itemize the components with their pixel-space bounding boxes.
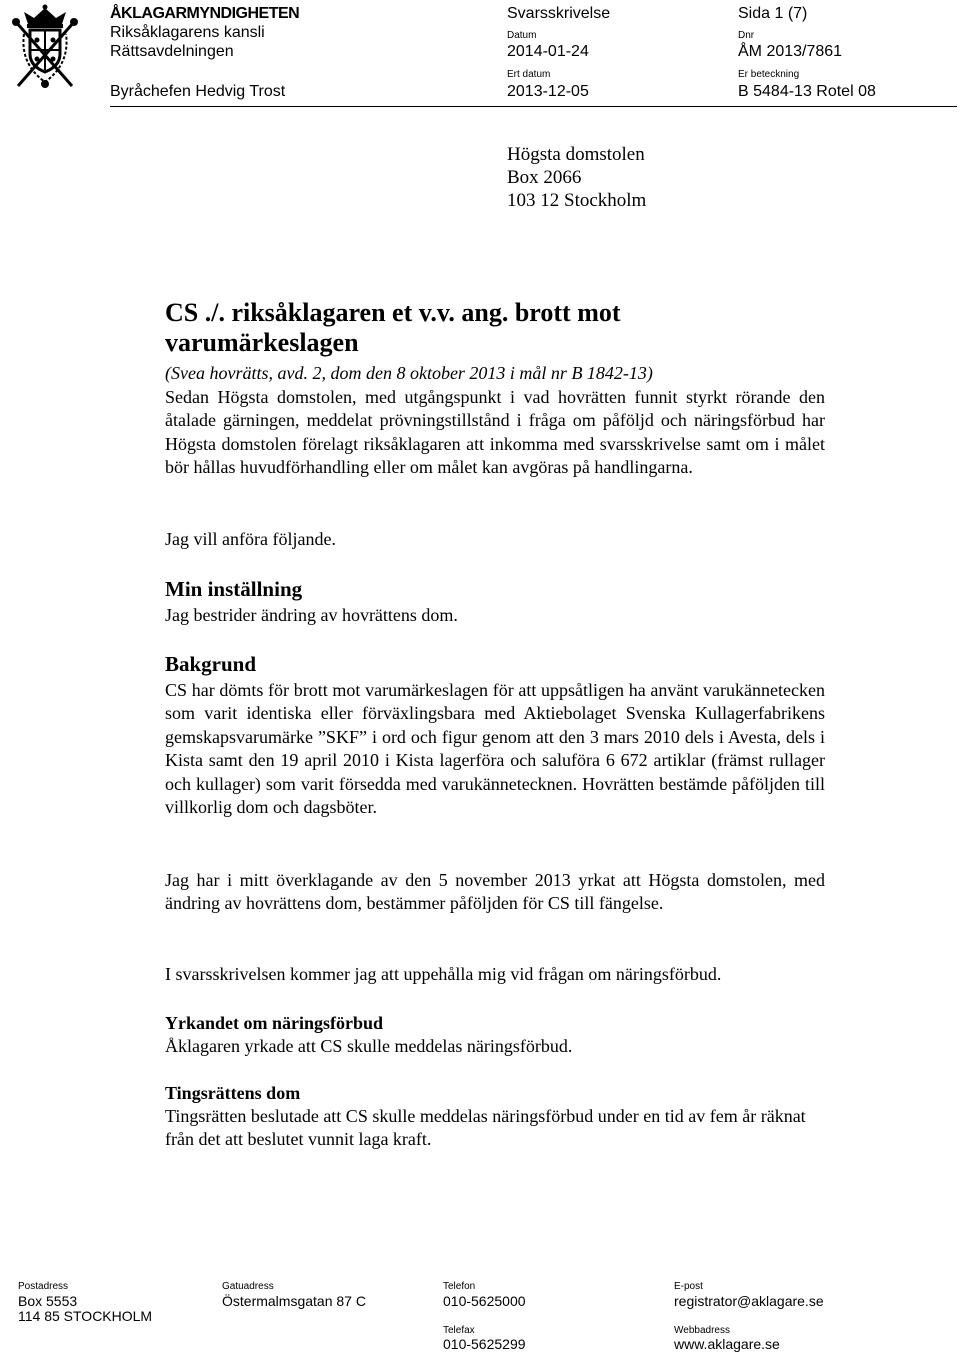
epost-link[interactable]: registrator@aklagare.se (674, 1293, 824, 1309)
recipient-name: Högsta domstolen (507, 144, 645, 165)
datum-value: 2014-01-24 (507, 43, 589, 60)
postadress-label: Postadress (18, 1281, 69, 1292)
gatuadress-label: Gatuadress (222, 1281, 274, 1292)
yrkandet-paragraph: Åklagaren yrkade att CS skulle meddelas näringsförbud. (165, 1036, 573, 1056)
department: Riksåklagarens kansli (110, 24, 265, 41)
bakgrund-paragraph: CS har dömts för brott mot varumärkeslagen för att uppsåtligen ha använt varukännetecken som varit identiska eller förväxlingsbara med Aktiebolaget Svenska Kullagerfabrikens gemskapsvarumärke ”SKF” i ord och figur genom att den 3 mars 2010 dels i Avesta, dels i Kista samt den 19 april 2010 i Kista lagerföra och saluföra 6 672 artiklar (främst rullager och kullager) som varit försedda med varukännetecknen. Hovrätten bestämde påföljden till villkorlig dom och dagsböter. (165, 680, 825, 818)
naringsforbud-note: I svarsskrivelsen kommer jag att uppehålla mig vid frågan om näringsförbud. (165, 964, 722, 984)
ert-datum-label: Ert datum (507, 69, 551, 80)
heading-min-installning: Min inställning (165, 577, 303, 601)
page-number: Sida 1 (7) (738, 5, 808, 22)
heading-yrkandet: Yrkandet om näringsförbud (165, 1013, 384, 1033)
intro-paragraph: Sedan Högsta domstolen, med utgångspunkt i vad hovrätten funnit styrkt rörande den åtalade gärningen, meddelat prövningstillstånd i fråga om påföljd och näringsförbud har Högsta domstolen förelagt riksåklagaren att inkomma med svarsskrivelse samt om i målet bör hållas huvudförhandling eller om målet kan avgöras på handlingarna. (165, 387, 825, 478)
webbadress-label: Webbadress (674, 1325, 730, 1336)
coat-of-arms-logo (10, 4, 80, 92)
ert-datum-value: 2013-12-05 (507, 83, 589, 100)
telefon-value: 010-5625000 (443, 1293, 526, 1309)
header-divider (110, 106, 957, 107)
datum-label: Datum (507, 30, 537, 41)
recipient-city: 103 12 Stockholm (507, 190, 647, 211)
org-name: ÅKLAGARMYNDIGHETEN (110, 5, 300, 22)
document-type: Svarsskrivelse (507, 5, 611, 22)
telefax-value: 010-5625299 (443, 1336, 526, 1352)
yrkande-paragraph: Jag har i mitt överklagande av den 5 november 2013 yrkat att Högsta domstolen, med ändring av hovrättens dom, bestämmer påföljden för CS till fängelse. (165, 870, 825, 914)
webbadress-link[interactable]: www.aklagare.se (674, 1336, 780, 1352)
epost-label: E-post (674, 1281, 703, 1292)
lead-sentence: Jag vill anföra följande. (165, 529, 336, 549)
heading-bakgrund: Bakgrund (165, 652, 257, 676)
dnr-label: Dnr (738, 30, 755, 41)
document-title-line1: CS ./. riksåklagaren et v.v. ang. brott mot (165, 298, 621, 327)
gatuadress-value: Östermalmsgatan 87 C (222, 1293, 366, 1309)
tingsratt-paragraph: Tingsrätten beslutade att CS skulle meddelas näringsförbud under en tid av fem år räknat från det att beslutet vunnit laga kraft. (165, 1106, 806, 1150)
case-reference (165, 362, 825, 385)
postadress-line2: 114 85 STOCKHOLM (18, 1308, 153, 1324)
case-reference-text: (Svea hovrätts, avd. 2, dom den 8 oktober 2013 i mål nr B 1842-13) (165, 363, 653, 383)
document-title-line2: varumärkeslagen (165, 328, 359, 357)
installning-paragraph: Jag bestrider ändring av hovrättens dom. (165, 605, 458, 625)
telefon-label: Telefon (443, 1281, 476, 1292)
heading-tingsratt: Tingsrättens dom (165, 1083, 301, 1103)
unit: Rättsavdelningen (110, 43, 234, 60)
dnr-value: ÅM 2013/7861 (738, 43, 843, 60)
er-beteckning-value: B 5484-13 Rotel 08 (738, 83, 876, 100)
postadress-line1: Box 5553 (18, 1293, 78, 1309)
recipient-box: Box 2066 (507, 167, 582, 188)
telefax-label: Telefax (443, 1325, 475, 1336)
er-beteckning-label: Er beteckning (738, 69, 800, 80)
author: Byråchefen Hedvig Trost (110, 83, 286, 100)
